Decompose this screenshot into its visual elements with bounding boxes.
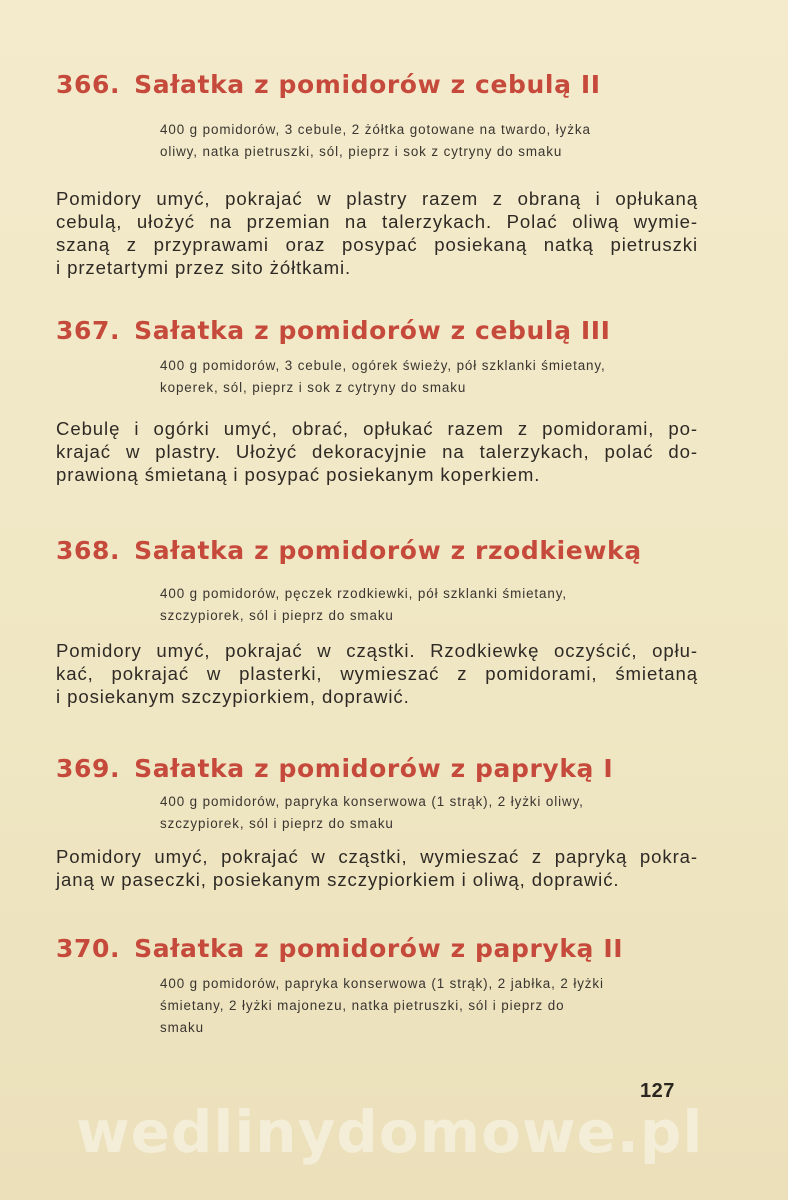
recipe-name: Sałatka z pomidorów z papryką I <box>134 754 614 783</box>
watermark: wedlinydomowe.pl <box>76 1098 704 1166</box>
instructions <box>56 417 698 486</box>
instructions-line: Pomidory umyć, pokrajać w cząstki. Rzodkiewkę oczyścić, opłu- <box>56 640 698 661</box>
recipe-title <box>56 934 706 963</box>
instructions-line: i posiekanym szczypiorkiem, doprawić. <box>56 686 410 707</box>
ingredients-line: śmietany, 2 łyżki majonezu, natka pietruszki, sól i pieprz do <box>160 998 565 1013</box>
recipe-title <box>56 316 706 345</box>
ingredients-line: oliwy, natka pietruszki, sól, pieprz i sok z cytryny do smaku <box>160 144 563 159</box>
recipe-title <box>56 754 706 783</box>
ingredients <box>160 973 700 1039</box>
instructions-line: krajać w plastry. Ułożyć dekoracyjnie na talerzykach, polać do- <box>56 441 698 462</box>
ingredients-line: smaku <box>160 1020 204 1035</box>
recipe-title <box>56 536 706 565</box>
ingredients <box>160 791 700 835</box>
instructions <box>56 845 698 891</box>
recipe-name: Sałatka z pomidorów z cebulą II <box>134 70 601 99</box>
instructions <box>56 639 698 708</box>
recipe-368 <box>56 536 706 708</box>
instructions-line: Cebulę i ogórki umyć, obrać, opłukać razem z pomidorami, po- <box>56 418 698 439</box>
ingredients-line: koperek, sól, pieprz i sok z cytryny do smaku <box>160 380 467 395</box>
recipe-number: 370. <box>56 934 121 963</box>
instructions-line: cebulą, ułożyć na przemian na talerzykach. Polać oliwą wymie- <box>56 211 698 232</box>
instructions-line: Pomidory umyć, pokrajać w cząstki, wymieszać z papryką pokra- <box>56 846 698 867</box>
recipe-number: 369. <box>56 754 121 783</box>
recipe-number: 367. <box>56 316 121 345</box>
instructions-line: szaną z przyprawami oraz posypać posiekaną natką pietruszki <box>56 234 698 255</box>
instructions-line: prawioną śmietaną i posypać posiekanym koperkiem. <box>56 464 541 485</box>
instructions-line: janą w paseczki, posiekanym szczypiorkiem i oliwą, doprawić. <box>56 869 620 890</box>
recipe-369 <box>56 754 706 891</box>
recipe-number: 366. <box>56 70 121 99</box>
recipe-name: Sałatka z pomidorów z cebulą III <box>134 316 611 345</box>
ingredients-line: 400 g pomidorów, 3 cebule, 2 żółtka gotowane na twardo, łyżka <box>160 122 591 137</box>
recipe-name: Sałatka z pomidorów z papryką II <box>134 934 624 963</box>
ingredients-line: szczypiorek, sól i pieprz do smaku <box>160 816 394 831</box>
recipe-367 <box>56 316 706 486</box>
ingredients <box>160 119 700 163</box>
recipe-number: 368. <box>56 536 121 565</box>
instructions-line: Pomidory umyć, pokrajać w plastry razem z obraną i opłukaną <box>56 188 698 209</box>
ingredients-line: 400 g pomidorów, 3 cebule, ogórek świeży, pół szklanki śmietany, <box>160 358 606 373</box>
ingredients <box>160 355 700 399</box>
ingredients-line: 400 g pomidorów, papryka konserwowa (1 strąk), 2 łyżki oliwy, <box>160 794 584 809</box>
instructions-line: kać, pokrajać w plasterki, wymieszać z pomidorami, śmietaną <box>56 663 698 684</box>
ingredients <box>160 583 700 627</box>
ingredients-line: 400 g pomidorów, pęczek rzodkiewki, pół szklanki śmietany, <box>160 586 567 601</box>
recipe-name: Sałatka z pomidorów z rzodkiewką <box>134 536 642 565</box>
instructions-line: i przetartymi przez sito żółtkami. <box>56 257 352 278</box>
ingredients-line: szczypiorek, sól i pieprz do smaku <box>160 608 394 623</box>
recipe-370 <box>56 934 706 1039</box>
ingredients-line: 400 g pomidorów, papryka konserwowa (1 strąk), 2 jabłka, 2 łyżki <box>160 976 604 991</box>
instructions <box>56 187 698 279</box>
recipe-366 <box>56 70 706 279</box>
recipe-title <box>56 70 706 99</box>
page-number: 127 <box>640 1080 675 1102</box>
